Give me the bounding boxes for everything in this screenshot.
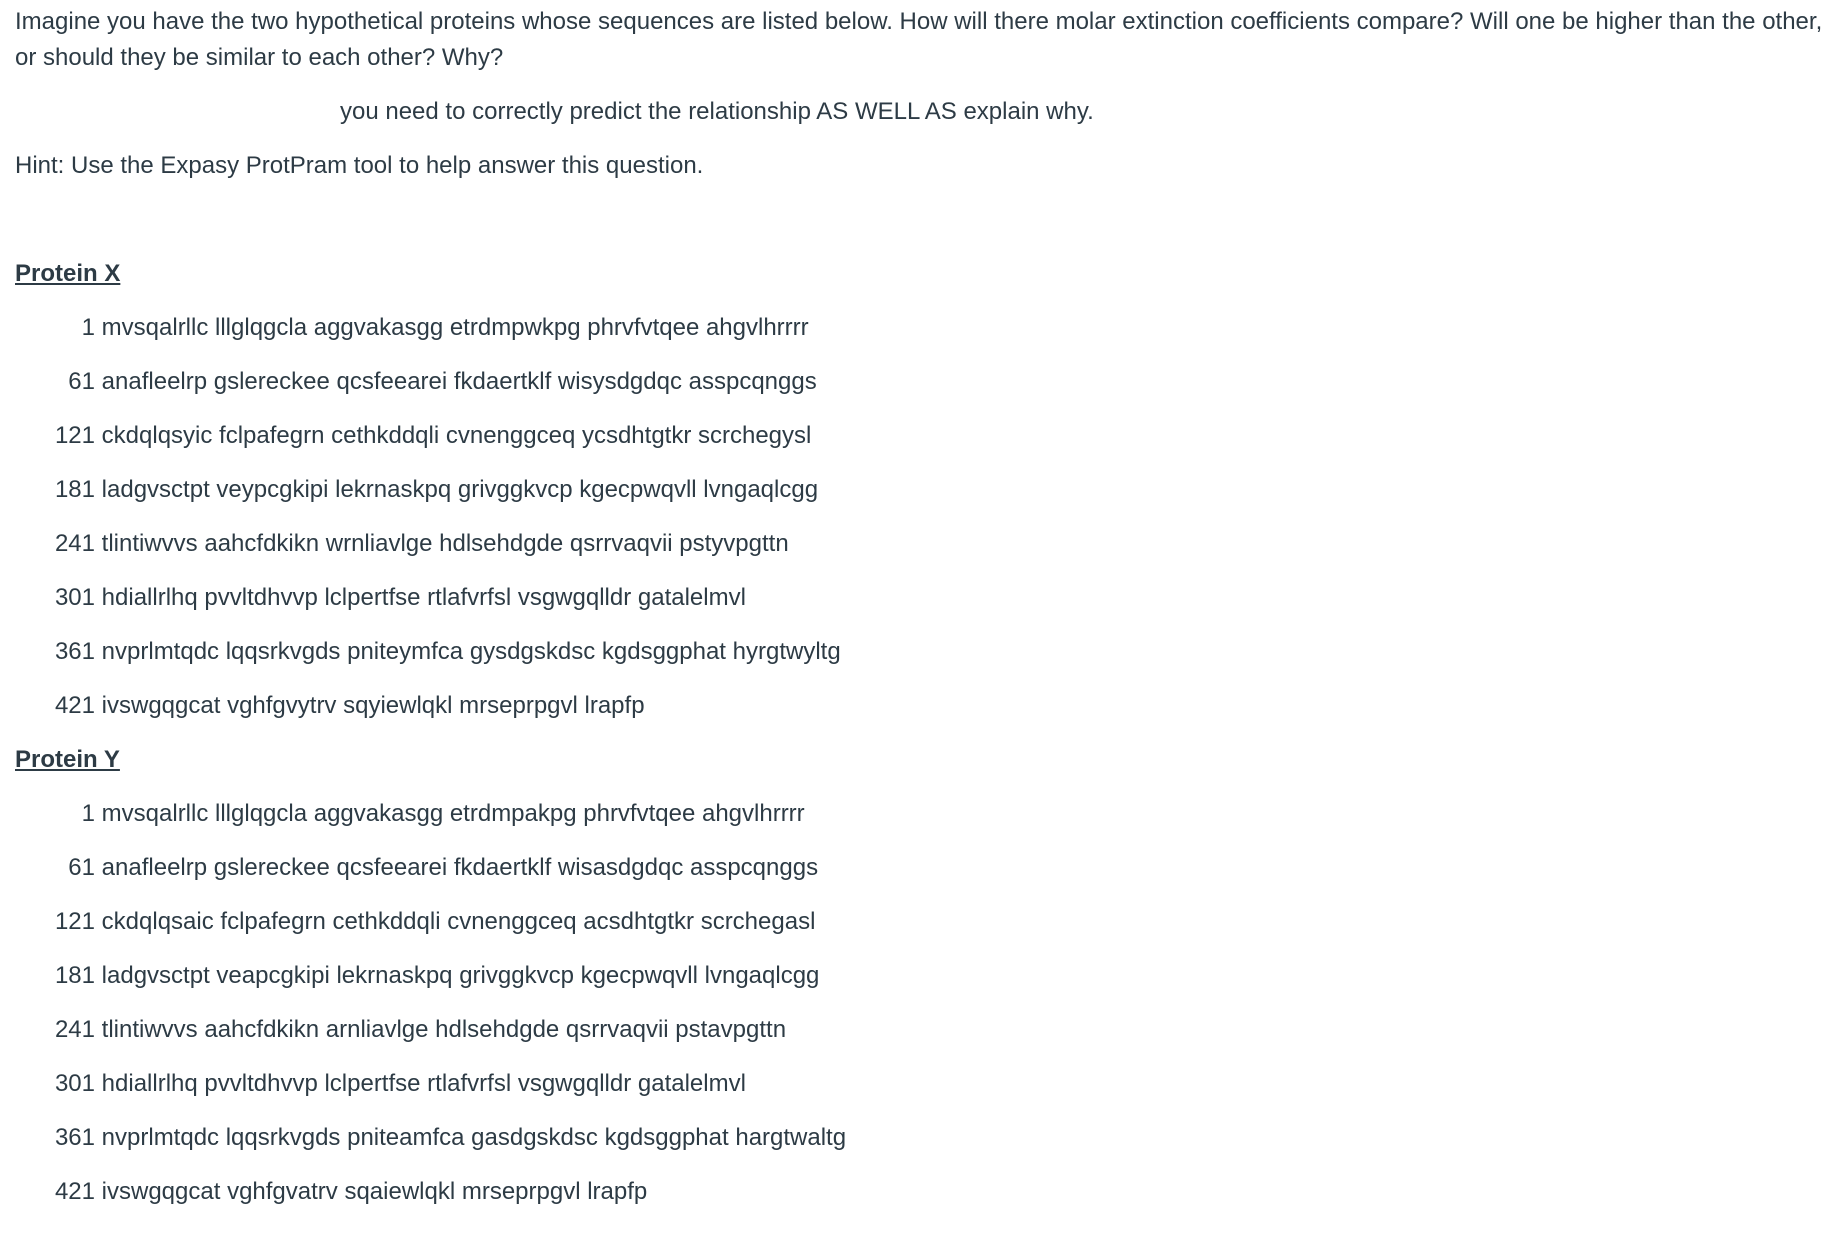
residue-number: 181: [54, 962, 95, 989]
emphasis-note: you need to correctly predict the relationship AS WELL AS explain why.: [340, 98, 1094, 125]
sequence-text: anafleelrp gslereckee qcsfeearei fkdaertklf wisasdgdqc asspcqnggs: [101, 854, 819, 881]
sequence-line: [15, 418, 1825, 454]
sequence-line: [15, 580, 1825, 616]
sequence-text: ckdqlqsaic fclpafegrn cethkddqli cvnenggceq acsdhtgtkr scrchegasl: [101, 908, 816, 935]
protein-x-heading: Protein X: [15, 260, 121, 287]
sequence-line: [15, 958, 1825, 994]
sequence-text: hdiallrlhq pvvltdhvvp lclpertfse rtlafvrfsl vsgwgqlldr gatalelmvl: [101, 1070, 746, 1097]
residue-number: 421: [54, 1178, 95, 1205]
residue-number: 241: [54, 530, 95, 557]
question-content: [15, 0, 1825, 1210]
sequence-line: [15, 526, 1825, 562]
residue-number: 61: [68, 368, 95, 395]
sequence-line: [15, 364, 1825, 400]
protein-y-heading: Protein Y: [15, 746, 120, 773]
hint-text: Hint: Use the Expasy ProtPram tool to help answer this question.: [15, 152, 704, 179]
sequence-text: ladgvsctpt veypcgkipi lekrnaskpq grivggkvcp kgecpwqvll lvngaqlcgg: [101, 476, 819, 503]
residue-number: 301: [54, 584, 95, 611]
sequence-line: [15, 1120, 1825, 1156]
sequence-text: ladgvsctpt veapcgkipi lekrnaskpq grivggkvcp kgecpwqvll lvngaqlcgg: [101, 962, 820, 989]
sequence-text: mvsqalrllc lllglqgcla aggvakasgg etrdmpakpg phrvfvtqee ahgvlhrrrr: [101, 800, 805, 827]
sequence-text: tlintiwvvs aahcfdkikn wrnliavlge hdlsehdgde qsrrvaqvii pstyvpgttn: [101, 530, 789, 557]
residue-number: 421: [54, 692, 95, 719]
sequence-line: [15, 850, 1825, 886]
sequence-line: [15, 472, 1825, 508]
residue-number: 61: [68, 854, 95, 881]
sequence-text: tlintiwvvs aahcfdkikn arnliavlge hdlsehdgde qsrrvaqvii pstavpgttn: [101, 1016, 787, 1043]
sequence-text: ckdqlqsyic fclpafegrn cethkddqli cvnenggceq ycsdhtgtkr scrchegysl: [101, 422, 812, 449]
residue-number: 1: [81, 314, 95, 341]
sequence-line: [15, 904, 1825, 940]
sequence-text: ivswgqgcat vghfgvatrv sqaiewlqkl mrseprpgvl lrapfp: [101, 1178, 648, 1205]
question-text: Imagine you have the two hypothetical proteins whose sequences are listed below. How will there molar extinction coefficients compare? Will one be higher than the other, or should they be similar to each other? Why?: [15, 8, 1823, 71]
protein-y-sequence: [15, 796, 1825, 1210]
residue-number: 241: [54, 1016, 95, 1043]
residue-number: 361: [54, 1124, 95, 1151]
residue-number: 361: [54, 638, 95, 665]
sequence-text: hdiallrlhq pvvltdhvvp lclpertfse rtlafvrfsl vsgwgqlldr gatalelmvl: [101, 584, 746, 611]
residue-number: 121: [54, 422, 95, 449]
residue-number: 181: [54, 476, 95, 503]
sequence-text: ivswgqgcat vghfgvytrv sqyiewlqkl mrseprpgvl lrapfp: [101, 692, 645, 719]
sequence-text: nvprlmtqdc lqqsrkvgds pniteamfca gasdgskdsc kgdsggphat hargtwaltg: [101, 1124, 847, 1151]
sequence-line: [15, 310, 1825, 346]
sequence-line: [15, 1174, 1825, 1210]
sequence-text: mvsqalrllc lllglqgcla aggvakasgg etrdmpwkpg phrvfvtqee ahgvlhrrrr: [101, 314, 809, 341]
residue-number: 121: [54, 908, 95, 935]
protein-x-sequence: [15, 310, 1825, 724]
residue-number: 1: [81, 800, 95, 827]
sequence-text: anafleelrp gslereckee qcsfeearei fkdaertklf wisysdgdqc asspcqnggs: [101, 368, 817, 395]
residue-number: 301: [54, 1070, 95, 1097]
sequence-text: nvprlmtqdc lqqsrkvgds pniteymfca gysdgskdsc kgdsggphat hyrgtwyltg: [101, 638, 841, 665]
sequence-line: [15, 688, 1825, 724]
sequence-line: [15, 796, 1825, 832]
sequence-line: [15, 634, 1825, 670]
sequence-line: [15, 1066, 1825, 1102]
sequence-line: [15, 1012, 1825, 1048]
